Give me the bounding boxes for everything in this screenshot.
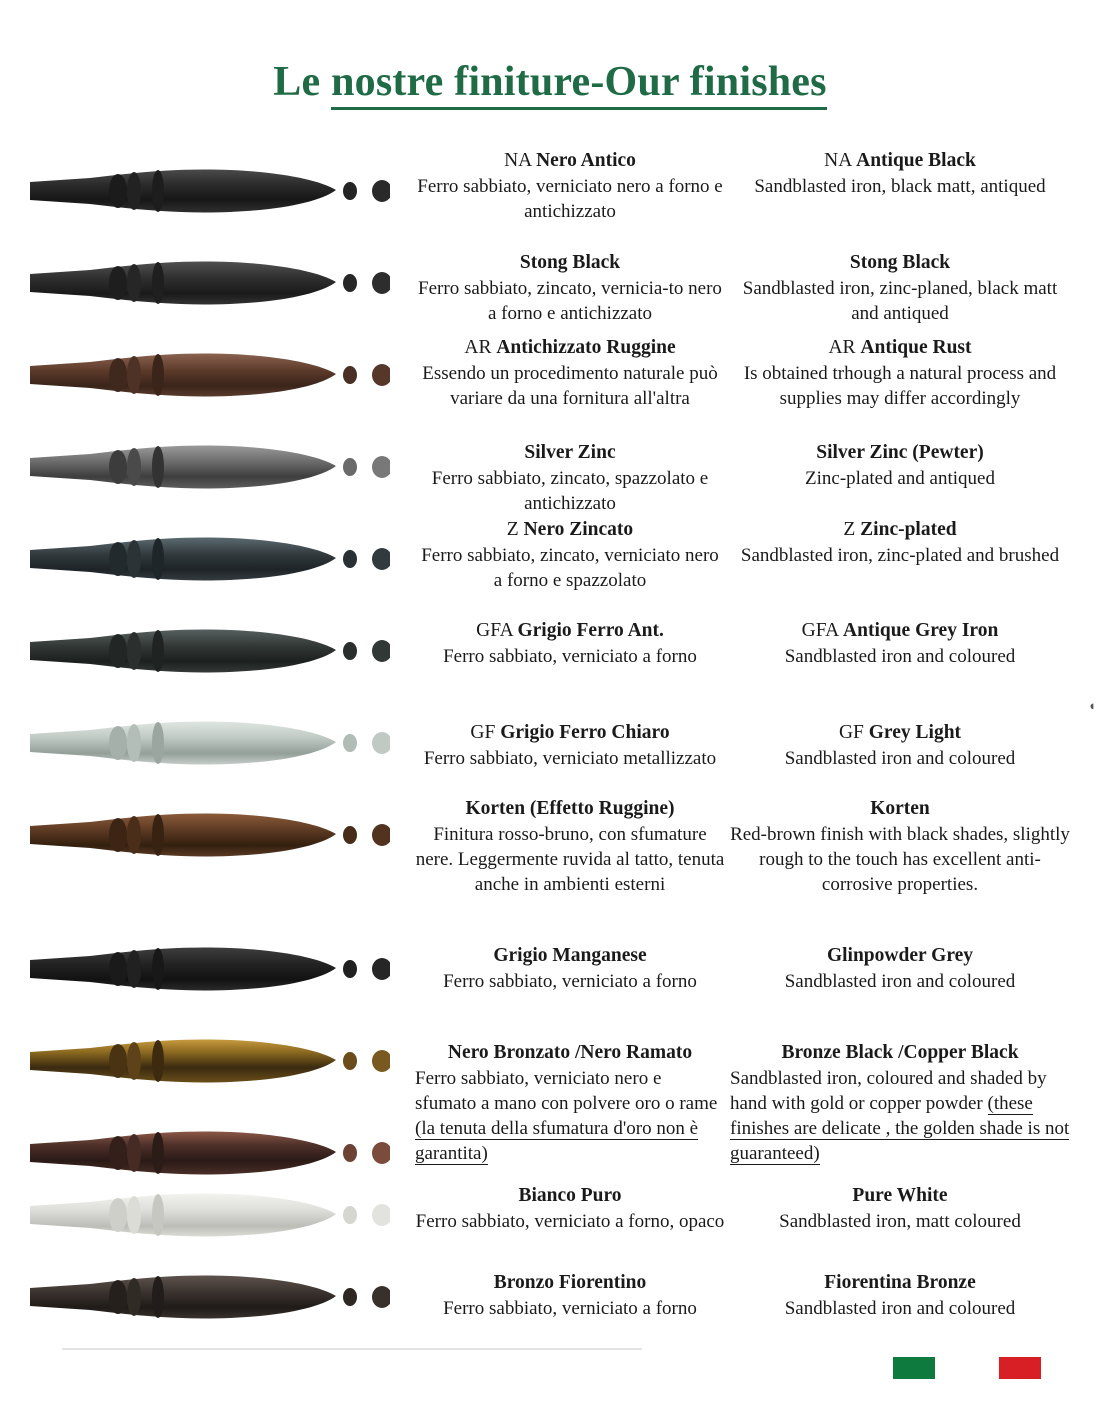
finish-en-korten bbox=[730, 796, 1070, 897]
finish-it-desc: Ferro sabbiato, verniciato a forno bbox=[443, 646, 697, 667]
finish-en-code: Z bbox=[843, 519, 861, 540]
finish-it-desc: Ferro sabbiato, zincato, verniciato nero a forno e spazzolato bbox=[421, 545, 719, 591]
finial-antichizzato-ruggine bbox=[30, 344, 390, 406]
finish-it-title bbox=[415, 148, 725, 173]
finish-en-name: Grey Light bbox=[868, 722, 962, 743]
finish-en-title bbox=[730, 335, 1070, 360]
finish-en-desc: Red-brown finish with black shades, slightly rough to the touch has excellent anti-corrosive properties. bbox=[730, 824, 1070, 895]
finish-it-name: Stong Black bbox=[519, 252, 621, 273]
finish-en-desc: Sandblasted iron and coloured bbox=[784, 1298, 1016, 1319]
finish-en-desc-note: (these finishes are delicate , the golden shade is not guaranteed) bbox=[730, 1093, 1070, 1164]
finish-en-name: Pure White bbox=[852, 1185, 948, 1206]
finish-it-desc: Ferro sabbiato, verniciato a forno bbox=[443, 1298, 697, 1319]
finish-en-title bbox=[730, 796, 1070, 821]
finial-stong-black bbox=[30, 252, 390, 314]
finish-it-name: Grigio Manganese bbox=[493, 945, 647, 966]
finish-it-name: Grigio Ferro Chiaro bbox=[500, 722, 670, 743]
finish-it-korten bbox=[415, 796, 725, 897]
finish-en-name: Stong Black bbox=[849, 252, 951, 273]
finial-bianco-puro bbox=[30, 1184, 390, 1246]
finish-it-title bbox=[415, 1040, 725, 1065]
finish-en-title bbox=[730, 943, 1070, 968]
finish-it-nero-bronzato bbox=[415, 1040, 725, 1166]
footer-divider bbox=[62, 1348, 642, 1350]
page-edge-mark: ◖ bbox=[1088, 698, 1096, 713]
finish-en-fiorentina-bronze bbox=[730, 1270, 1070, 1321]
finish-it-title bbox=[415, 720, 725, 745]
finish-it-silver-zinc bbox=[415, 440, 725, 516]
italian-flag bbox=[893, 1357, 1063, 1379]
page-title bbox=[0, 58, 1100, 106]
finish-en-antique-black bbox=[730, 148, 1070, 199]
finial-silver-zinc bbox=[30, 436, 390, 498]
finish-it-nero-antico bbox=[415, 148, 725, 224]
finish-en-name: Antique Rust bbox=[860, 337, 972, 358]
finish-en-title bbox=[730, 720, 1070, 745]
finish-en-name: Antique Black bbox=[856, 150, 976, 171]
finish-it-title bbox=[415, 943, 725, 968]
finish-it-title bbox=[415, 517, 725, 542]
finish-en-title bbox=[730, 618, 1070, 643]
finish-it-code: Z bbox=[506, 519, 524, 540]
finial-korten bbox=[30, 804, 390, 866]
finish-it-desc: Finitura rosso-bruno, con sfumature nere. Leggermente ruvida al tatto, tenuta anche in ambienti esterni bbox=[415, 824, 725, 895]
finial-nero-antico bbox=[30, 160, 390, 222]
page-title-underlined: nostre finiture-Our finishes bbox=[331, 59, 827, 110]
finish-en-antique-grey-iron bbox=[730, 618, 1070, 669]
finish-en-title bbox=[730, 517, 1070, 542]
finial-nero-bronzato bbox=[30, 1030, 390, 1092]
finish-en-desc: Sandblasted iron and coloured bbox=[784, 971, 1016, 992]
finish-it-antichizzato-ruggine bbox=[415, 335, 725, 411]
flag-red-stripe bbox=[999, 1357, 1041, 1379]
finish-it-name: Bronzo Fiorentino bbox=[493, 1272, 647, 1293]
flag-gap bbox=[955, 1357, 977, 1379]
finish-en-code: GFA bbox=[801, 620, 844, 641]
finish-en-grey-light bbox=[730, 720, 1070, 771]
finish-en-desc: Is obtained trhough a natural process and supplies may differ accordingly bbox=[743, 363, 1057, 409]
finish-it-desc: Ferro sabbiato, verniciato metallizzato bbox=[423, 748, 717, 769]
finish-it-title bbox=[415, 1270, 725, 1295]
finish-it-desc bbox=[415, 1066, 725, 1166]
finish-en-code: GF bbox=[838, 722, 869, 743]
finish-it-name: Grigio Ferro Ant. bbox=[517, 620, 664, 641]
finish-it-code: GFA bbox=[476, 620, 518, 641]
finish-en-desc: Sandblasted iron, matt coloured bbox=[779, 1211, 1021, 1232]
finish-en-name: Zinc-plated bbox=[860, 519, 957, 540]
finish-en-zinc-plated bbox=[730, 517, 1070, 568]
finish-it-title bbox=[415, 335, 725, 360]
finish-en-desc: Sandblasted iron and coloured bbox=[784, 646, 1016, 667]
finish-en-desc: Sandblasted iron, zinc-planed, black matt and antiqued bbox=[742, 278, 1058, 324]
finish-it-desc: Ferro sabbiato, zincato, vernicia-to nero a forno e antichizzato bbox=[418, 278, 722, 324]
finish-it-nero-zincato bbox=[415, 517, 725, 593]
finish-it-code: NA bbox=[504, 150, 537, 171]
finish-it-desc-note: (la tenuta della sfumatura d'oro non è garantita) bbox=[415, 1118, 699, 1164]
finish-en-desc: Zinc-plated and antiqued bbox=[805, 468, 995, 489]
finish-it-code: AR bbox=[464, 337, 497, 358]
finish-en-name: Antique Grey Iron bbox=[843, 620, 999, 641]
finial-grigio-ferro-chiaro bbox=[30, 712, 390, 774]
finish-it-name: Bianco Puro bbox=[518, 1185, 622, 1206]
finish-it-grigio-ferro-antico bbox=[415, 618, 725, 669]
finish-it-desc: Essendo un procedimento naturale può variare da una fornitura all'altra bbox=[422, 363, 718, 409]
finish-en-title bbox=[730, 148, 1070, 173]
finish-en-name: Fiorentina Bronze bbox=[824, 1272, 976, 1293]
finish-en-desc: Sandblasted iron, zinc-plated and brushed bbox=[740, 545, 1060, 566]
finish-it-code: GF bbox=[470, 722, 501, 743]
finish-it-desc: Ferro sabbiato, zincato, spazzolato e antichizzato bbox=[431, 468, 709, 514]
flag-white-stripe bbox=[935, 1357, 955, 1379]
finial-grigio-manganese bbox=[30, 938, 390, 1000]
finish-it-name: Silver Zinc bbox=[524, 442, 616, 463]
finish-en-stong-black bbox=[730, 250, 1070, 326]
finish-it-desc-main: Ferro sabbiato, verniciato nero e sfumato a mano con polvere oro o rame bbox=[415, 1068, 718, 1114]
flag-green-stripe bbox=[893, 1357, 935, 1379]
finish-it-desc: Ferro sabbiato, verniciato nero a forno e antichizzato bbox=[417, 176, 723, 222]
finish-en-desc-main: Sandblasted iron, coloured and shaded by hand with gold or copper powder bbox=[730, 1068, 1047, 1114]
finish-en-title bbox=[730, 250, 1070, 275]
finish-it-grigio-ferro-chiaro bbox=[415, 720, 725, 771]
finish-it-bianco-puro bbox=[415, 1183, 725, 1234]
finish-en-name: Silver Zinc (Pewter) bbox=[816, 442, 984, 463]
finish-en-name: Bronze Black /Copper Black bbox=[781, 1042, 1019, 1063]
finial-nero-ramato bbox=[30, 1122, 390, 1184]
finish-it-stong-black bbox=[415, 250, 725, 326]
finish-en-pure-white bbox=[730, 1183, 1070, 1234]
finish-it-title bbox=[415, 796, 725, 821]
finish-en-silver-zinc bbox=[730, 440, 1070, 491]
finish-it-title bbox=[415, 250, 725, 275]
finish-en-title bbox=[730, 1183, 1070, 1208]
finish-it-title bbox=[415, 618, 725, 643]
finish-it-name: Antichizzato Ruggine bbox=[496, 337, 676, 358]
finish-en-desc: Sandblasted iron and coloured bbox=[784, 748, 1016, 769]
finish-en-code: NA bbox=[824, 150, 857, 171]
finish-en-desc: Sandblasted iron, black matt, antiqued bbox=[754, 176, 1046, 197]
finish-it-bronzo-fiorentino bbox=[415, 1270, 725, 1321]
finish-en-title bbox=[730, 440, 1070, 465]
finish-it-name: Nero Zincato bbox=[523, 519, 634, 540]
finish-en-code: AR bbox=[828, 337, 861, 358]
finish-en-antique-rust bbox=[730, 335, 1070, 411]
finish-en-title bbox=[730, 1270, 1070, 1295]
finish-it-desc: Ferro sabbiato, verniciato a forno, opaco bbox=[415, 1211, 725, 1232]
finial-bronzo-fiorentino bbox=[30, 1266, 390, 1328]
finish-en-glinpowder-grey bbox=[730, 943, 1070, 994]
finish-it-title bbox=[415, 440, 725, 465]
finish-en-name: Korten bbox=[870, 798, 930, 819]
finish-it-desc: Ferro sabbiato, verniciato a forno bbox=[443, 971, 697, 992]
finish-en-title bbox=[730, 1040, 1070, 1065]
finish-it-grigio-manganese bbox=[415, 943, 725, 994]
finish-en-desc bbox=[730, 1066, 1070, 1166]
finish-it-name: Nero Antico bbox=[536, 150, 636, 171]
finish-it-name: Korten (Effetto Ruggine) bbox=[465, 798, 675, 819]
finial-grigio-ferro-antico bbox=[30, 620, 390, 682]
finish-en-bronze-black bbox=[730, 1040, 1070, 1166]
finish-en-name: Glinpowder Grey bbox=[826, 945, 974, 966]
finish-it-name: Nero Bronzato /Nero Ramato bbox=[447, 1042, 693, 1063]
finial-nero-zincato bbox=[30, 528, 390, 590]
page-title-prefix: Le bbox=[273, 59, 332, 105]
finish-it-title bbox=[415, 1183, 725, 1208]
flag-white-stripe-2 bbox=[977, 1357, 999, 1379]
